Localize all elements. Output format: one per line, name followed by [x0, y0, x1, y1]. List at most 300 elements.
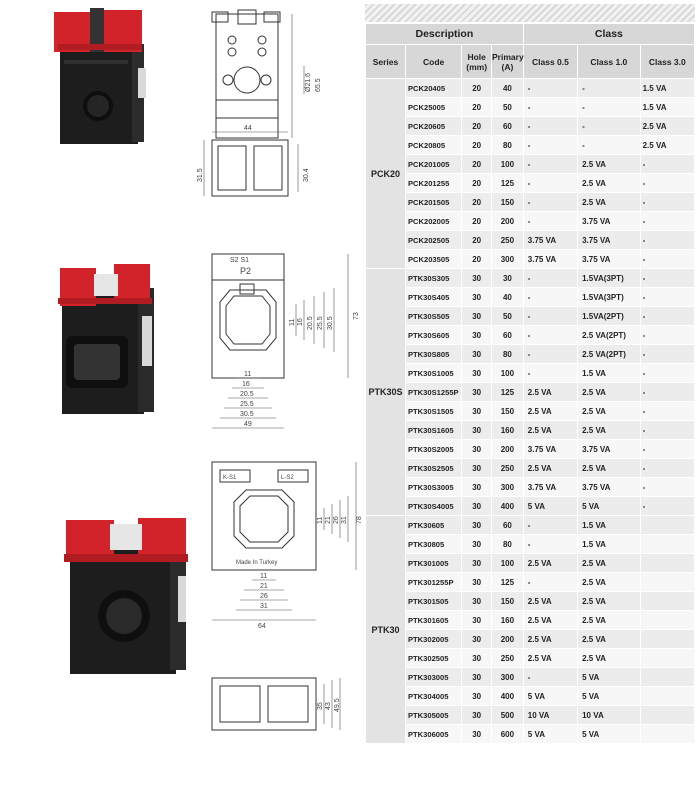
row-class10: 2.5 VA [578, 630, 640, 648]
row-class30: - [641, 364, 694, 382]
row-hole: 20 [462, 174, 491, 192]
row-class30: - [641, 326, 694, 344]
row-primary: 160 [492, 611, 523, 629]
row-class05: 2.5 VA [524, 611, 577, 629]
row-primary: 100 [492, 554, 523, 572]
row-code: PTK30S1255P [406, 383, 461, 401]
row-class10: - [578, 136, 640, 154]
row-primary: 600 [492, 725, 523, 743]
row-class05: 2.5 VA [524, 592, 577, 610]
row-class05: 10 VA [524, 706, 577, 724]
table-row [366, 174, 694, 192]
row-hole: 20 [462, 155, 491, 173]
row-hole: 30 [462, 288, 491, 306]
row-class05: 5 VA [524, 497, 577, 515]
row-class10: 10 VA [578, 706, 640, 724]
row-class05: 2.5 VA [524, 630, 577, 648]
row-code: PTK301005 [406, 554, 461, 572]
row-class30: - [641, 459, 694, 477]
row-code: PTK30S405 [406, 288, 461, 306]
table-row [366, 269, 694, 287]
row-primary: 500 [492, 706, 523, 724]
row-code: PCK201255 [406, 174, 461, 192]
row-class10: 5 VA [578, 668, 640, 686]
row-hole: 30 [462, 269, 491, 287]
row-primary: 60 [492, 516, 523, 534]
ptk30-hdim-2: 26 [260, 593, 268, 600]
pck20-dim-a: 65.5 [315, 78, 322, 92]
row-code: PTK304005 [406, 687, 461, 705]
ptk30-label-right: L-S2 [281, 475, 294, 481]
row-class05: - [524, 79, 577, 97]
row-hole: 30 [462, 592, 491, 610]
row-class10: 1.5VA(3PT) [578, 288, 640, 306]
row-code: PCK25005 [406, 98, 461, 116]
row-primary: 80 [492, 535, 523, 553]
row-class10: 2.5 VA [578, 459, 640, 477]
row-class10: 2.5 VA [578, 554, 640, 572]
row-hole: 30 [462, 364, 491, 382]
table-row [366, 630, 694, 648]
row-primary: 60 [492, 326, 523, 344]
ptk30-hdim-3: 31 [260, 603, 268, 610]
table-row [366, 497, 694, 515]
row-class30: - [641, 269, 694, 287]
row-class10: - [578, 98, 640, 116]
ptk30s-terminals: S2 S1 [230, 257, 250, 264]
spec-table-body [366, 79, 694, 743]
row-code: PCK203505 [406, 250, 461, 268]
row-class10: 2.5 VA(2PT) [578, 326, 640, 344]
ptk30s-vdim-3: 25.5 [317, 316, 324, 330]
row-class10: 1.5 VA [578, 364, 640, 382]
decorative-stripe [365, 4, 695, 22]
ptk30-hdim-0: 11 [260, 573, 268, 580]
table-row [366, 668, 694, 686]
table-row [366, 117, 694, 135]
row-class30: - [641, 174, 694, 192]
row-class30 [641, 687, 694, 705]
row-class05: 3.75 VA [524, 478, 577, 496]
row-code: PCK201005 [406, 155, 461, 173]
ptk30-vdim-2: 26 [333, 516, 340, 524]
row-class05: - [524, 136, 577, 154]
row-primary: 300 [492, 478, 523, 496]
row-code: PTK30S3005 [406, 478, 461, 496]
table-row [366, 212, 694, 230]
row-hole: 30 [462, 402, 491, 420]
row-hole: 30 [462, 649, 491, 667]
row-hole: 20 [462, 231, 491, 249]
row-class10: 2.5 VA [578, 611, 640, 629]
ptk30-side-dim-1: 43 [325, 702, 332, 710]
row-primary: 50 [492, 307, 523, 325]
header-class30: Class 3.0 [641, 45, 694, 78]
row-hole: 30 [462, 687, 491, 705]
row-code: PTK303005 [406, 668, 461, 686]
row-class05: - [524, 193, 577, 211]
table-row [366, 706, 694, 724]
table-row [366, 440, 694, 458]
row-hole: 30 [462, 630, 491, 648]
row-class10: 3.75 VA [578, 212, 640, 230]
row-class10: 2.5 VA [578, 649, 640, 667]
row-class30 [641, 668, 694, 686]
row-hole: 30 [462, 554, 491, 572]
row-class30: - [641, 231, 694, 249]
table-row [366, 326, 694, 344]
row-class30 [641, 535, 694, 553]
row-class30: - [641, 440, 694, 458]
row-class05: - [524, 326, 577, 344]
row-hole: 30 [462, 706, 491, 724]
table-row [366, 725, 694, 743]
row-class10: 1.5 VA [578, 535, 640, 553]
row-primary: 100 [492, 155, 523, 173]
row-class05: - [524, 573, 577, 591]
row-class10: 3.75 VA [578, 231, 640, 249]
row-primary: 400 [492, 497, 523, 515]
row-code: PCK202005 [406, 212, 461, 230]
pck20-bottom-drawing [196, 122, 336, 202]
row-code: PTK302005 [406, 630, 461, 648]
header-hole-line2: (mm) [466, 61, 488, 72]
row-code: PTK301605 [406, 611, 461, 629]
table-row [366, 478, 694, 496]
row-class10: 2.5 VA [578, 383, 640, 401]
row-hole: 30 [462, 725, 491, 743]
row-primary: 150 [492, 592, 523, 610]
row-code: PTK30S1605 [406, 421, 461, 439]
pck20-dim-c: 44 [244, 125, 252, 132]
table-row [366, 459, 694, 477]
row-code: PCK20605 [406, 117, 461, 135]
row-class05: 5 VA [524, 725, 577, 743]
row-class05: 3.75 VA [524, 440, 577, 458]
row-primary: 150 [492, 402, 523, 420]
row-class05: - [524, 516, 577, 534]
row-class05: - [524, 98, 577, 116]
row-hole: 30 [462, 307, 491, 325]
row-primary: 150 [492, 193, 523, 211]
row-hole: 30 [462, 345, 491, 363]
ptk30s-hdim-1: 16 [242, 381, 250, 388]
header-primary-line2: (A) [501, 61, 514, 72]
pck20-dim-b: Ø21.6 [305, 72, 312, 92]
header-code: Code [406, 45, 461, 78]
row-class05: - [524, 307, 577, 325]
row-class30 [641, 706, 694, 724]
ptk30-bottom-drawing [206, 668, 346, 738]
row-class10: 2.5 VA [578, 174, 640, 192]
row-class30 [641, 611, 694, 629]
table-row [366, 421, 694, 439]
row-code: PCK20405 [406, 79, 461, 97]
row-class05: 2.5 VA [524, 554, 577, 572]
ptk30s-hdim-0: 11 [244, 371, 252, 378]
row-hole: 30 [462, 383, 491, 401]
ptk30-vdim-0: 11 [317, 516, 324, 524]
row-class30: 1.5 VA [641, 79, 694, 97]
row-code: PCK201505 [406, 193, 461, 211]
ptk30-total-h: 78 [356, 516, 363, 524]
row-class10: 3.75 VA [578, 250, 640, 268]
row-class10: 1.5 VA [578, 516, 640, 534]
row-class05: - [524, 174, 577, 192]
row-primary: 125 [492, 174, 523, 192]
row-class05: 2.5 VA [524, 383, 577, 401]
row-class30 [641, 554, 694, 572]
ptk30-front-drawing [196, 456, 362, 632]
row-hole: 30 [462, 421, 491, 439]
row-code: PTK301505 [406, 592, 461, 610]
header-hole [462, 45, 491, 78]
table-row [366, 592, 694, 610]
row-primary: 400 [492, 687, 523, 705]
row-hole: 20 [462, 117, 491, 135]
ptk30s-total-h: 73 [353, 312, 360, 320]
row-class05: 2.5 VA [524, 459, 577, 477]
row-primary: 300 [492, 668, 523, 686]
row-primary: 200 [492, 630, 523, 648]
row-class30: - [641, 383, 694, 401]
row-code: PTK30S2005 [406, 440, 461, 458]
row-class05: - [524, 535, 577, 553]
row-class30: - [641, 288, 694, 306]
row-class10: 1.5VA(3PT) [578, 269, 640, 287]
row-code: PCK20805 [406, 136, 461, 154]
row-class30 [641, 573, 694, 591]
row-class05: - [524, 364, 577, 382]
row-class05: 3.75 VA [524, 250, 577, 268]
row-class05: 2.5 VA [524, 402, 577, 420]
row-hole: 30 [462, 516, 491, 534]
row-class30: - [641, 250, 694, 268]
row-code: PTK30S1005 [406, 364, 461, 382]
table-row [366, 288, 694, 306]
row-primary: 125 [492, 573, 523, 591]
row-code: PTK30S305 [406, 269, 461, 287]
row-code: PTK30S605 [406, 326, 461, 344]
row-class05: 2.5 VA [524, 421, 577, 439]
ptk30s-vdim-2: 20.5 [307, 316, 314, 330]
table-row [366, 402, 694, 420]
row-hole: 30 [462, 326, 491, 344]
table-row [366, 155, 694, 173]
row-primary: 250 [492, 649, 523, 667]
row-code: PTK30S505 [406, 307, 461, 325]
ptk30s-total-w: 49 [244, 421, 252, 428]
row-code: PTK30S1505 [406, 402, 461, 420]
row-class30: - [641, 345, 694, 363]
row-code: PTK30805 [406, 535, 461, 553]
table-row [366, 79, 694, 97]
row-class10: 1.5VA(2PT) [578, 307, 640, 325]
row-class30: - [641, 478, 694, 496]
ptk30s-p2: P2 [240, 266, 252, 276]
ptk30s-hdim-4: 30.5 [240, 411, 254, 418]
header-description: Description [366, 24, 523, 44]
row-hole: 30 [462, 497, 491, 515]
ptk30-total-w: 64 [258, 623, 266, 630]
header-series: Series [366, 45, 405, 78]
ptk30s-vdim-0: 11 [289, 318, 296, 326]
table-row [366, 364, 694, 382]
row-code: PTK30S4005 [406, 497, 461, 515]
row-class05: 5 VA [524, 687, 577, 705]
ptk30s-hdim-2: 20.5 [240, 391, 254, 398]
row-hole: 20 [462, 136, 491, 154]
row-class30: - [641, 307, 694, 325]
row-class30: - [641, 212, 694, 230]
ptk30-hdim-1: 21 [260, 583, 268, 590]
row-hole: 30 [462, 459, 491, 477]
row-class30 [641, 725, 694, 743]
row-class10: 2.5 VA [578, 155, 640, 173]
header-hole-line1: Hole [467, 51, 486, 62]
row-code: PTK30S2505 [406, 459, 461, 477]
row-code: PTK302505 [406, 649, 461, 667]
row-hole: 30 [462, 668, 491, 686]
table-row [366, 554, 694, 572]
ptk30s-hdim-3: 25.5 [240, 401, 254, 408]
table-row [366, 193, 694, 211]
row-primary: 80 [492, 136, 523, 154]
row-class10: 3.75 VA [578, 440, 640, 458]
row-primary: 40 [492, 79, 523, 97]
row-primary: 100 [492, 364, 523, 382]
row-hole: 30 [462, 478, 491, 496]
table-row [366, 535, 694, 553]
row-hole: 30 [462, 573, 491, 591]
row-code: PTK305005 [406, 706, 461, 724]
row-code: PTK30S805 [406, 345, 461, 363]
row-class10: 3.75 VA [578, 478, 640, 496]
ptk30s-vdim-1: 16 [297, 318, 304, 326]
spec-table [365, 23, 695, 744]
ptk30-made-in: Made In Turkey [236, 560, 278, 566]
table-row [366, 687, 694, 705]
row-class05: - [524, 288, 577, 306]
series-cell: PCK20 [366, 79, 405, 268]
table-row [366, 345, 694, 363]
row-class30 [641, 516, 694, 534]
row-primary: 60 [492, 117, 523, 135]
row-class10: 2.5 VA [578, 402, 640, 420]
row-class05: - [524, 668, 577, 686]
row-primary: 250 [492, 459, 523, 477]
header-primary-line1: Primary [492, 51, 524, 62]
table-row [366, 136, 694, 154]
row-code: PTK301255P [406, 573, 461, 591]
row-class30: - [641, 193, 694, 211]
row-code: PTK30605 [406, 516, 461, 534]
row-class30 [641, 630, 694, 648]
row-primary: 50 [492, 98, 523, 116]
row-class05: 3.75 VA [524, 231, 577, 249]
row-class05: - [524, 117, 577, 135]
row-hole: 30 [462, 611, 491, 629]
ptk30s-product-photo [52, 258, 164, 423]
row-class10: 5 VA [578, 725, 640, 743]
row-class05: 2.5 VA [524, 649, 577, 667]
pck20-dim-e: 30.4 [303, 168, 310, 182]
row-code: PTK306005 [406, 725, 461, 743]
ptk30-vdim-1: 21 [325, 516, 332, 524]
row-class30: - [641, 402, 694, 420]
row-primary: 250 [492, 231, 523, 249]
row-hole: 20 [462, 212, 491, 230]
table-row [366, 573, 694, 591]
row-primary: 160 [492, 421, 523, 439]
header-class: Class [524, 24, 694, 44]
row-primary: 125 [492, 383, 523, 401]
table-row [366, 649, 694, 667]
row-hole: 20 [462, 193, 491, 211]
row-hole: 20 [462, 98, 491, 116]
ptk30s-vdim-4: 30.5 [327, 316, 334, 330]
table-row [366, 307, 694, 325]
table-row [366, 611, 694, 629]
row-hole: 20 [462, 250, 491, 268]
row-class10: 5 VA [578, 687, 640, 705]
series-cell: PTK30S [366, 269, 405, 515]
spec-table-container [365, 4, 695, 744]
table-row [366, 231, 694, 249]
row-hole: 20 [462, 79, 491, 97]
row-primary: 200 [492, 440, 523, 458]
ptk30-side-dim-2: 49.5 [334, 698, 341, 712]
row-class10: 2.5 VA [578, 421, 640, 439]
row-class30: - [641, 421, 694, 439]
ptk30-vdim-3: 31 [341, 516, 348, 524]
row-class10: - [578, 117, 640, 135]
row-primary: 200 [492, 212, 523, 230]
row-code: PCK202505 [406, 231, 461, 249]
row-class05: - [524, 212, 577, 230]
header-class10: Class 1.0 [578, 45, 640, 78]
row-primary: 300 [492, 250, 523, 268]
pck20-product-photo [44, 8, 156, 153]
row-class30 [641, 592, 694, 610]
ptk30-label-left: K-S1 [223, 475, 237, 481]
row-hole: 30 [462, 440, 491, 458]
ptk30-product-photo [62, 516, 192, 683]
row-class10: 5 VA [578, 497, 640, 515]
row-class10: - [578, 79, 640, 97]
row-class30: 2.5 VA [641, 117, 694, 135]
row-class05: - [524, 155, 577, 173]
header-class05: Class 0.5 [524, 45, 577, 78]
row-class30: 1.5 VA [641, 98, 694, 116]
row-hole: 30 [462, 535, 491, 553]
row-class30: - [641, 497, 694, 515]
table-row [366, 516, 694, 534]
ptk30-side-dim-0: 35 [317, 702, 324, 710]
row-class05: - [524, 269, 577, 287]
table-row [366, 383, 694, 401]
row-primary: 80 [492, 345, 523, 363]
row-primary: 30 [492, 269, 523, 287]
row-class10: 2.5 VA [578, 193, 640, 211]
row-class10: 2.5 VA [578, 592, 640, 610]
row-class05: - [524, 345, 577, 363]
row-primary: 40 [492, 288, 523, 306]
row-class10: 2.5 VA(2PT) [578, 345, 640, 363]
table-row [366, 98, 694, 116]
pck20-dim-d: 31.5 [197, 168, 204, 182]
ptk30s-front-drawing [196, 250, 362, 432]
